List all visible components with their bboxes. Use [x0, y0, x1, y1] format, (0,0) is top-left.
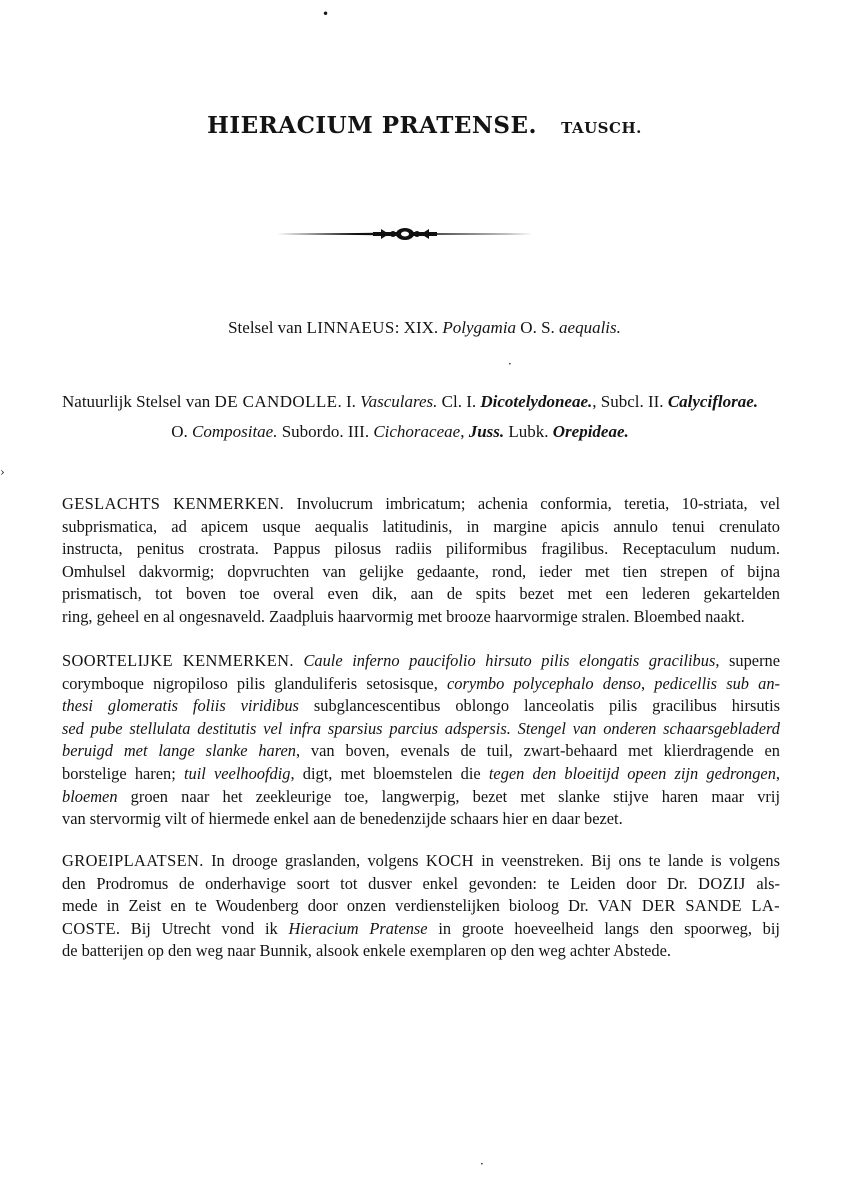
text-run: subglancescentibus oblongo lanceolatis pilis gracilibus hirsutis	[298, 696, 780, 716]
text-run: Cichoraceae	[373, 422, 461, 441]
text-run: GESLACHTS KENMERKEN.	[62, 494, 285, 513]
text-run: Lubk.	[504, 422, 553, 441]
text-line	[62, 695, 780, 718]
ornament-rule-icon	[277, 226, 533, 242]
text-run: , Subcl. II.	[592, 392, 668, 411]
text-run: COSTE	[62, 918, 116, 938]
text-run: ,	[775, 763, 780, 783]
text-run: subprismatica, ad apicem usque aequalis latitudinis, in margine apicis annulo tenui crenulato	[62, 516, 780, 536]
text-line	[62, 650, 780, 673]
text-run: O.	[171, 422, 192, 441]
text-line	[62, 918, 780, 941]
text-run: . I.	[337, 392, 361, 411]
text-run: de batterijen op den weg naar Bunnik, alsook enkele exemplaren op den weg achter Abstede.	[62, 941, 671, 961]
candolle-system	[62, 387, 780, 447]
text-run: DE CANDOLLE	[214, 392, 338, 411]
text-line	[62, 673, 780, 696]
text-run: Calyciflorae.	[667, 392, 758, 411]
text-line	[62, 561, 780, 584]
text-line	[62, 583, 780, 606]
text-run: borstelige haren;	[62, 763, 184, 783]
text-line	[62, 740, 780, 763]
text-run: bloemen	[62, 786, 118, 806]
soortelijke-kenmerken-paragraph	[62, 650, 780, 831]
text-run: Involucrum imbricatum; achenia conformia, teretia, 10-striata, vel	[284, 494, 780, 513]
linnaeus-class: : XIX.	[394, 318, 439, 337]
text-run: Orepideae.	[552, 422, 629, 441]
linnaeus-label: Stelsel van	[228, 318, 303, 337]
text-run: tuil veelhoofdig	[183, 763, 291, 783]
text-line	[62, 895, 780, 918]
text-line	[62, 786, 780, 809]
candolle-line-2	[62, 417, 780, 447]
text-run: corymboque nigropiloso pilis glanduliferis setosisque,	[62, 673, 447, 693]
species-name: HIERACIUM PRATENSE.	[207, 112, 538, 139]
text-run: Caule inferno paucifolio hirsuto pilis elongatis gracilibus	[303, 651, 716, 670]
text-run: in veenstreken. Bij ons te lande is volgens	[473, 851, 780, 870]
page-title	[0, 112, 849, 139]
text-run: corymbo polycephalo denso	[446, 673, 641, 693]
top-speck: •	[322, 7, 330, 21]
text-run: prismatisch, tot boven toe overal even dik, aan de spits bezet met een lederen gekartelden	[62, 584, 780, 604]
text-run: instructa, penitus crostrata. Pappus pilosus radiis piliformibus fragilibus. Receptaculum nudum.	[62, 539, 780, 559]
text-run: pedicellis sub an-	[654, 673, 780, 693]
text-run: , superne	[715, 651, 781, 670]
linnaeus-aequalis: aequalis.	[559, 318, 621, 337]
text-run: DOZIJ	[698, 873, 746, 893]
text-run: Vasculares.	[360, 392, 438, 411]
bottom-speck: ·	[480, 1157, 484, 1171]
text-run: Subordo. III.	[277, 422, 374, 441]
text-run: ring, geheel en al ongesnaveld. Zaadpluis haarvormig met brooze haarvormige stralen. Bloembed naakt.	[62, 606, 745, 626]
speck: ·	[508, 357, 512, 371]
text-run: , digt, met bloemstelen die	[290, 763, 489, 783]
text-run: Juss.	[468, 422, 505, 441]
text-run: mede in Zeist en te Woudenberg door onzen verdienstelijken bioloog Dr.	[62, 896, 598, 916]
text-run: groen naar het zeekleurige toe, langwerpig, bezet met slanke stijve haren maar vrij	[117, 786, 780, 806]
text-run: Hieracium Pratense	[288, 918, 428, 938]
species-author: TAUSCH.	[561, 119, 642, 137]
groeiplaatsen-paragraph	[62, 850, 780, 963]
text-run: tegen den bloeitijd opeen zijn gedrongen	[488, 763, 776, 783]
text-run: thesi glomeratis foliis viridibus	[62, 696, 299, 716]
text-run: Cl. I.	[437, 392, 481, 411]
text-line	[62, 606, 780, 629]
text-run: Dicotelydoneae.	[480, 392, 593, 411]
linnaeus-os: O. S.	[520, 318, 555, 337]
text-line	[62, 493, 780, 516]
text-line	[62, 538, 780, 561]
text-line	[62, 873, 780, 896]
candolle-line-1	[62, 387, 780, 417]
text-run: . Bij Utrecht vond ik	[115, 918, 289, 938]
text-run: SOORTELIJKE KENMERKEN.	[62, 651, 294, 670]
text-run: Omhulsel dakvormig; dopvruchten van gelijke gedaante, rond, ieder met tien strepen of bijna	[62, 561, 780, 581]
text-run: GROEIPLAATSEN.	[62, 851, 204, 870]
geslachts-kenmerken-paragraph	[62, 493, 780, 629]
linnaeus-system-line	[0, 318, 849, 338]
text-run: In drooge graslanden, volgens	[203, 851, 426, 870]
linnaeus-order: Polygamia	[442, 318, 517, 337]
text-line	[62, 763, 780, 786]
text-run: sed pube stellulata destitutis vel infra sparsius parcius adspersis. Stengel van onderen schaarsgebladerd	[62, 718, 780, 738]
text-run: ,	[640, 673, 655, 693]
text-run: in groote hoeveelheid langs den spoorweg, bij	[427, 918, 780, 938]
text-line	[62, 940, 780, 963]
text-run: als-	[745, 873, 781, 893]
text-run: Compositae.	[191, 422, 278, 441]
text-run: van stervormig vilt of hiermede enkel aan de benedenzijde schaars hier en daar bezet.	[62, 809, 623, 829]
text-line	[62, 718, 780, 741]
text-run: Natuurlijk Stelsel van	[62, 392, 215, 411]
text-line	[62, 808, 780, 831]
text-run: ,	[460, 422, 469, 441]
text-run: beruigd met lange slanke haren	[62, 741, 296, 761]
text-line	[62, 850, 780, 873]
text-run: , van boven, evenals de tuil, zwart-behaard met klierdragende en	[295, 741, 780, 761]
text-line	[62, 516, 780, 539]
linnaeus-name: LINNAEUS	[306, 318, 395, 337]
text-run: den Prodromus de onderhavige soort tot dusver enkel gevonden: te Leiden door Dr.	[62, 873, 699, 893]
text-run: KOCH	[425, 851, 474, 870]
text-run: VAN DER SANDE LA-	[597, 896, 780, 916]
speck: ›	[0, 465, 5, 479]
